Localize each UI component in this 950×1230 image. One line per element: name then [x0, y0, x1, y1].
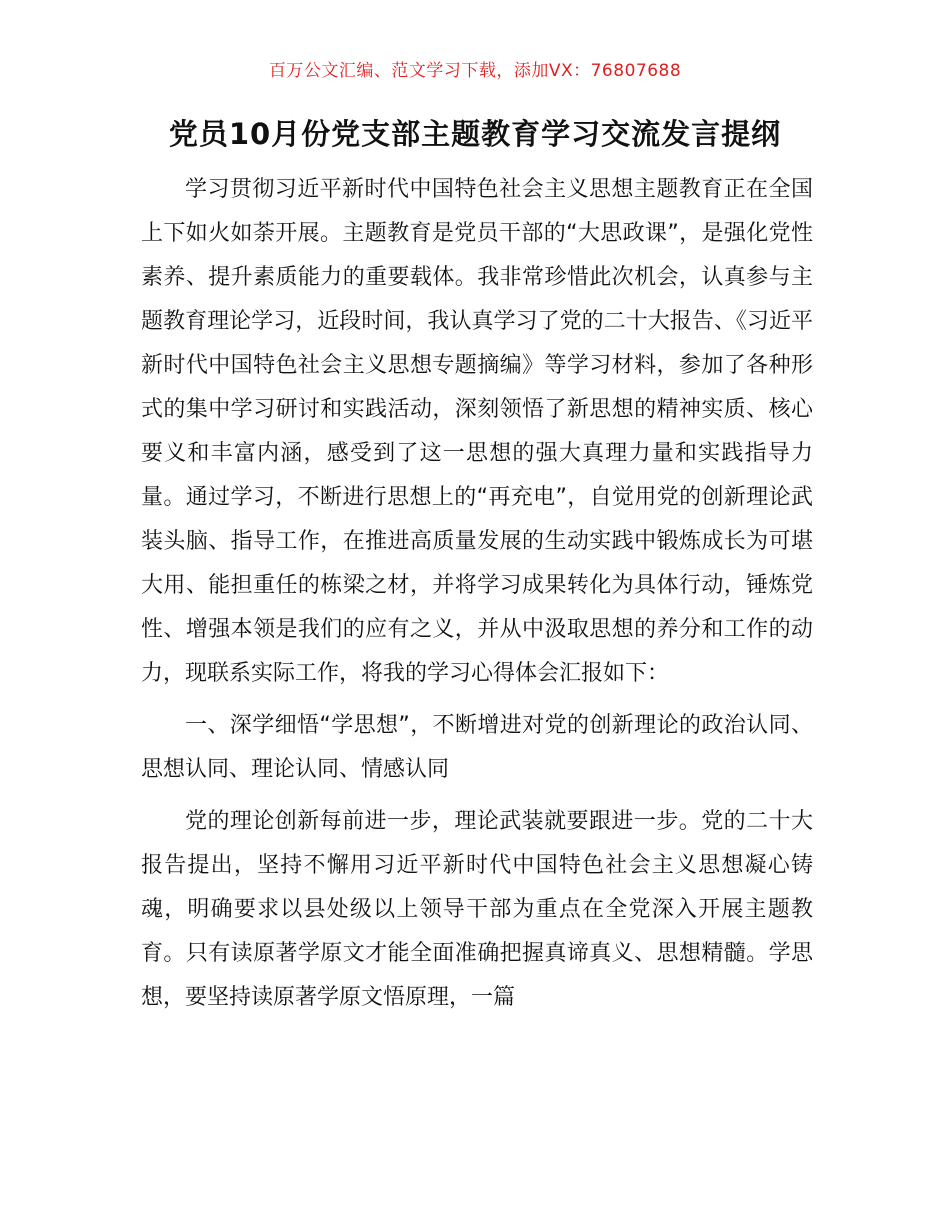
document-title: 党员10月份党支部主题教育学习交流发言提纲: [168, 117, 782, 151]
paragraph-intro: 学习贯彻习近平新时代中国特色社会主义思想主题教育正在全国上下如火如荼开展。主题教育是党员干部的“大思政课”，是强化党性素养、提升素质能力的重要载体。我非常珍惜此次机会，认真参与主题教育理论学习，近段时间，我认真学习了党的二十大报告、《习近平新时代中国特色社会主义思想专题摘编》等学习材料，参加了各种形式的集中学习研讨和实践活动，深刻领悟了新思想的精神实质、核心要义和丰富内涵，感受到了这一思想的强大真理力量和实践指导力量。通过学习，不断进行思想上的“再充电”，自觉用党的创新理论武装头脑、指导工作，在推进高质量发展的生动实践中锻炼成长为可堪大用、能担重任的栋梁之材，并将学习成果转化为具体行动，锤炼党性、增强本领是我们的应有之义，并从中汲取思想的养分和工作的动力，现联系实际工作，将我的学习心得体会汇报如下：: [141, 177, 813, 686]
paragraph-section-1: 党的理论创新每前进一步，理论武装就要跟进一步。党的二十大报告提出，坚持不懈用习近平新时代中国特色社会主义思想凝心铸魂，明确要求以县处级以上领导干部为重点在全党深入开展主题教育。只有读原著学原文才能全面准确把握真谛真义、思想精髓。学思想，要坚持读原著学原文悟原理，一篇: [141, 809, 813, 1010]
watermark-text: 百万公文汇编、范文学习下载，添加VX：76807688: [268, 61, 682, 81]
section-heading-1: 一、深学细悟“学思想”，不断增进对党的创新理论的政治认同、思想认同、理论认同、情感认同: [141, 713, 813, 782]
document-body: [141, 168, 813, 1028]
